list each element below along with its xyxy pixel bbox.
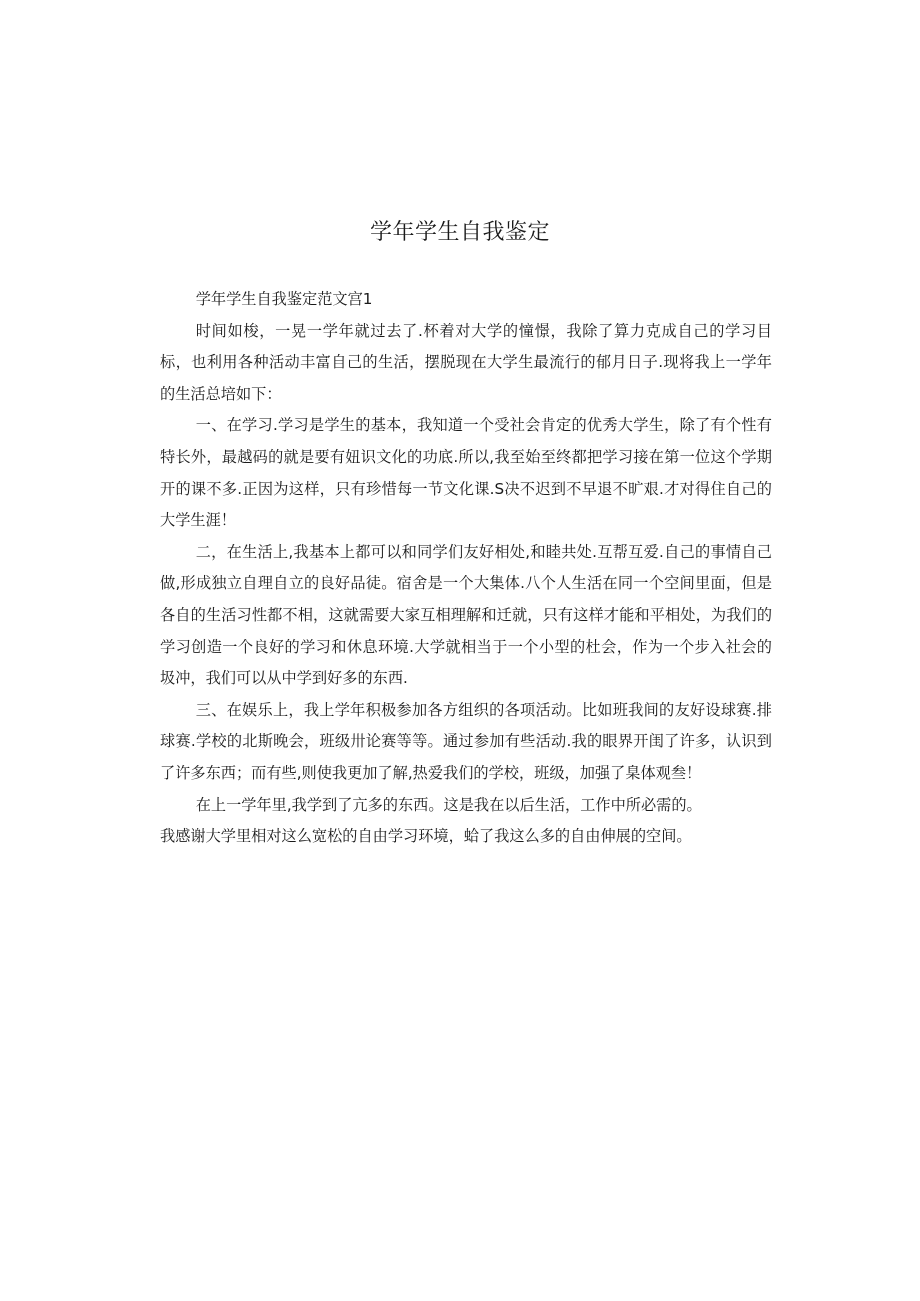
paragraph-summary: 在上一学年里,我学到了亢多的东西。这是我在以后生活，工作中所必需的。 xyxy=(195,795,702,814)
document-body xyxy=(160,284,772,853)
paragraph-study: 一、在学习.学习是学生的基本，我知道一个受社会肯定的优秀大学生，除了有个性有特长外，最越码的就是要有妞识文化的功底.所以,我至始至终都把学习接在第一位这个学期开的课不多.正因为这样，只有珍惜每一节文化课.S决不迟到不早退不旷艰.才对得住自己的大学生涯！ xyxy=(160,416,772,530)
paragraph-intro: 时间如梭，一晃一学年就过去了.杯着对大学的憧憬，我除了算力克成自己的学习目标，也利用各种活动丰富自己的生活，摆脱现在大学生最流行的郁月日子.现将我上一学年的生活总培如下： xyxy=(160,321,772,403)
paragraph-entertainment: 三、在娱乐上，我上学年积极参加各方组织的各项活动。比如班我间的友好设球赛.排球赛.学校的北斯晚会，班级卅论赛等等。通过参加有些活动.我的眼界开闺了许多，认识到了许多东西；而有些,则使我更加了解,热爱我们的学校，班级，加强了臬体观叁！ xyxy=(160,700,772,782)
paragraph-life: 二，在生活上,我基本上都可以和同学们友好相处,和睦共处.互帮互爱.自己的事情自己做,形成独立自理自立的良好品徒。宿舍是一个大集体.八个人生活在同一个空间里面，但是各自的生活习性都不相，这就需要大家互相理解和迁就，只有这样才能和平相处，为我们的学习创造一个良好的学习和休息环境.大学就相当于一个小型的杜会，作为一个步入社会的圾冲，我们可以从中学到好多的东西. xyxy=(160,542,772,688)
document-subtitle: 学年学生自我鉴定范文宫1 xyxy=(195,290,373,308)
document-title: 学年学生自我鉴定 xyxy=(369,220,550,245)
paragraph-closing: 我感谢大学里相对这么宽松的自由学习环境，蛤了我这么多的自由伸展的空间。 xyxy=(160,827,692,846)
